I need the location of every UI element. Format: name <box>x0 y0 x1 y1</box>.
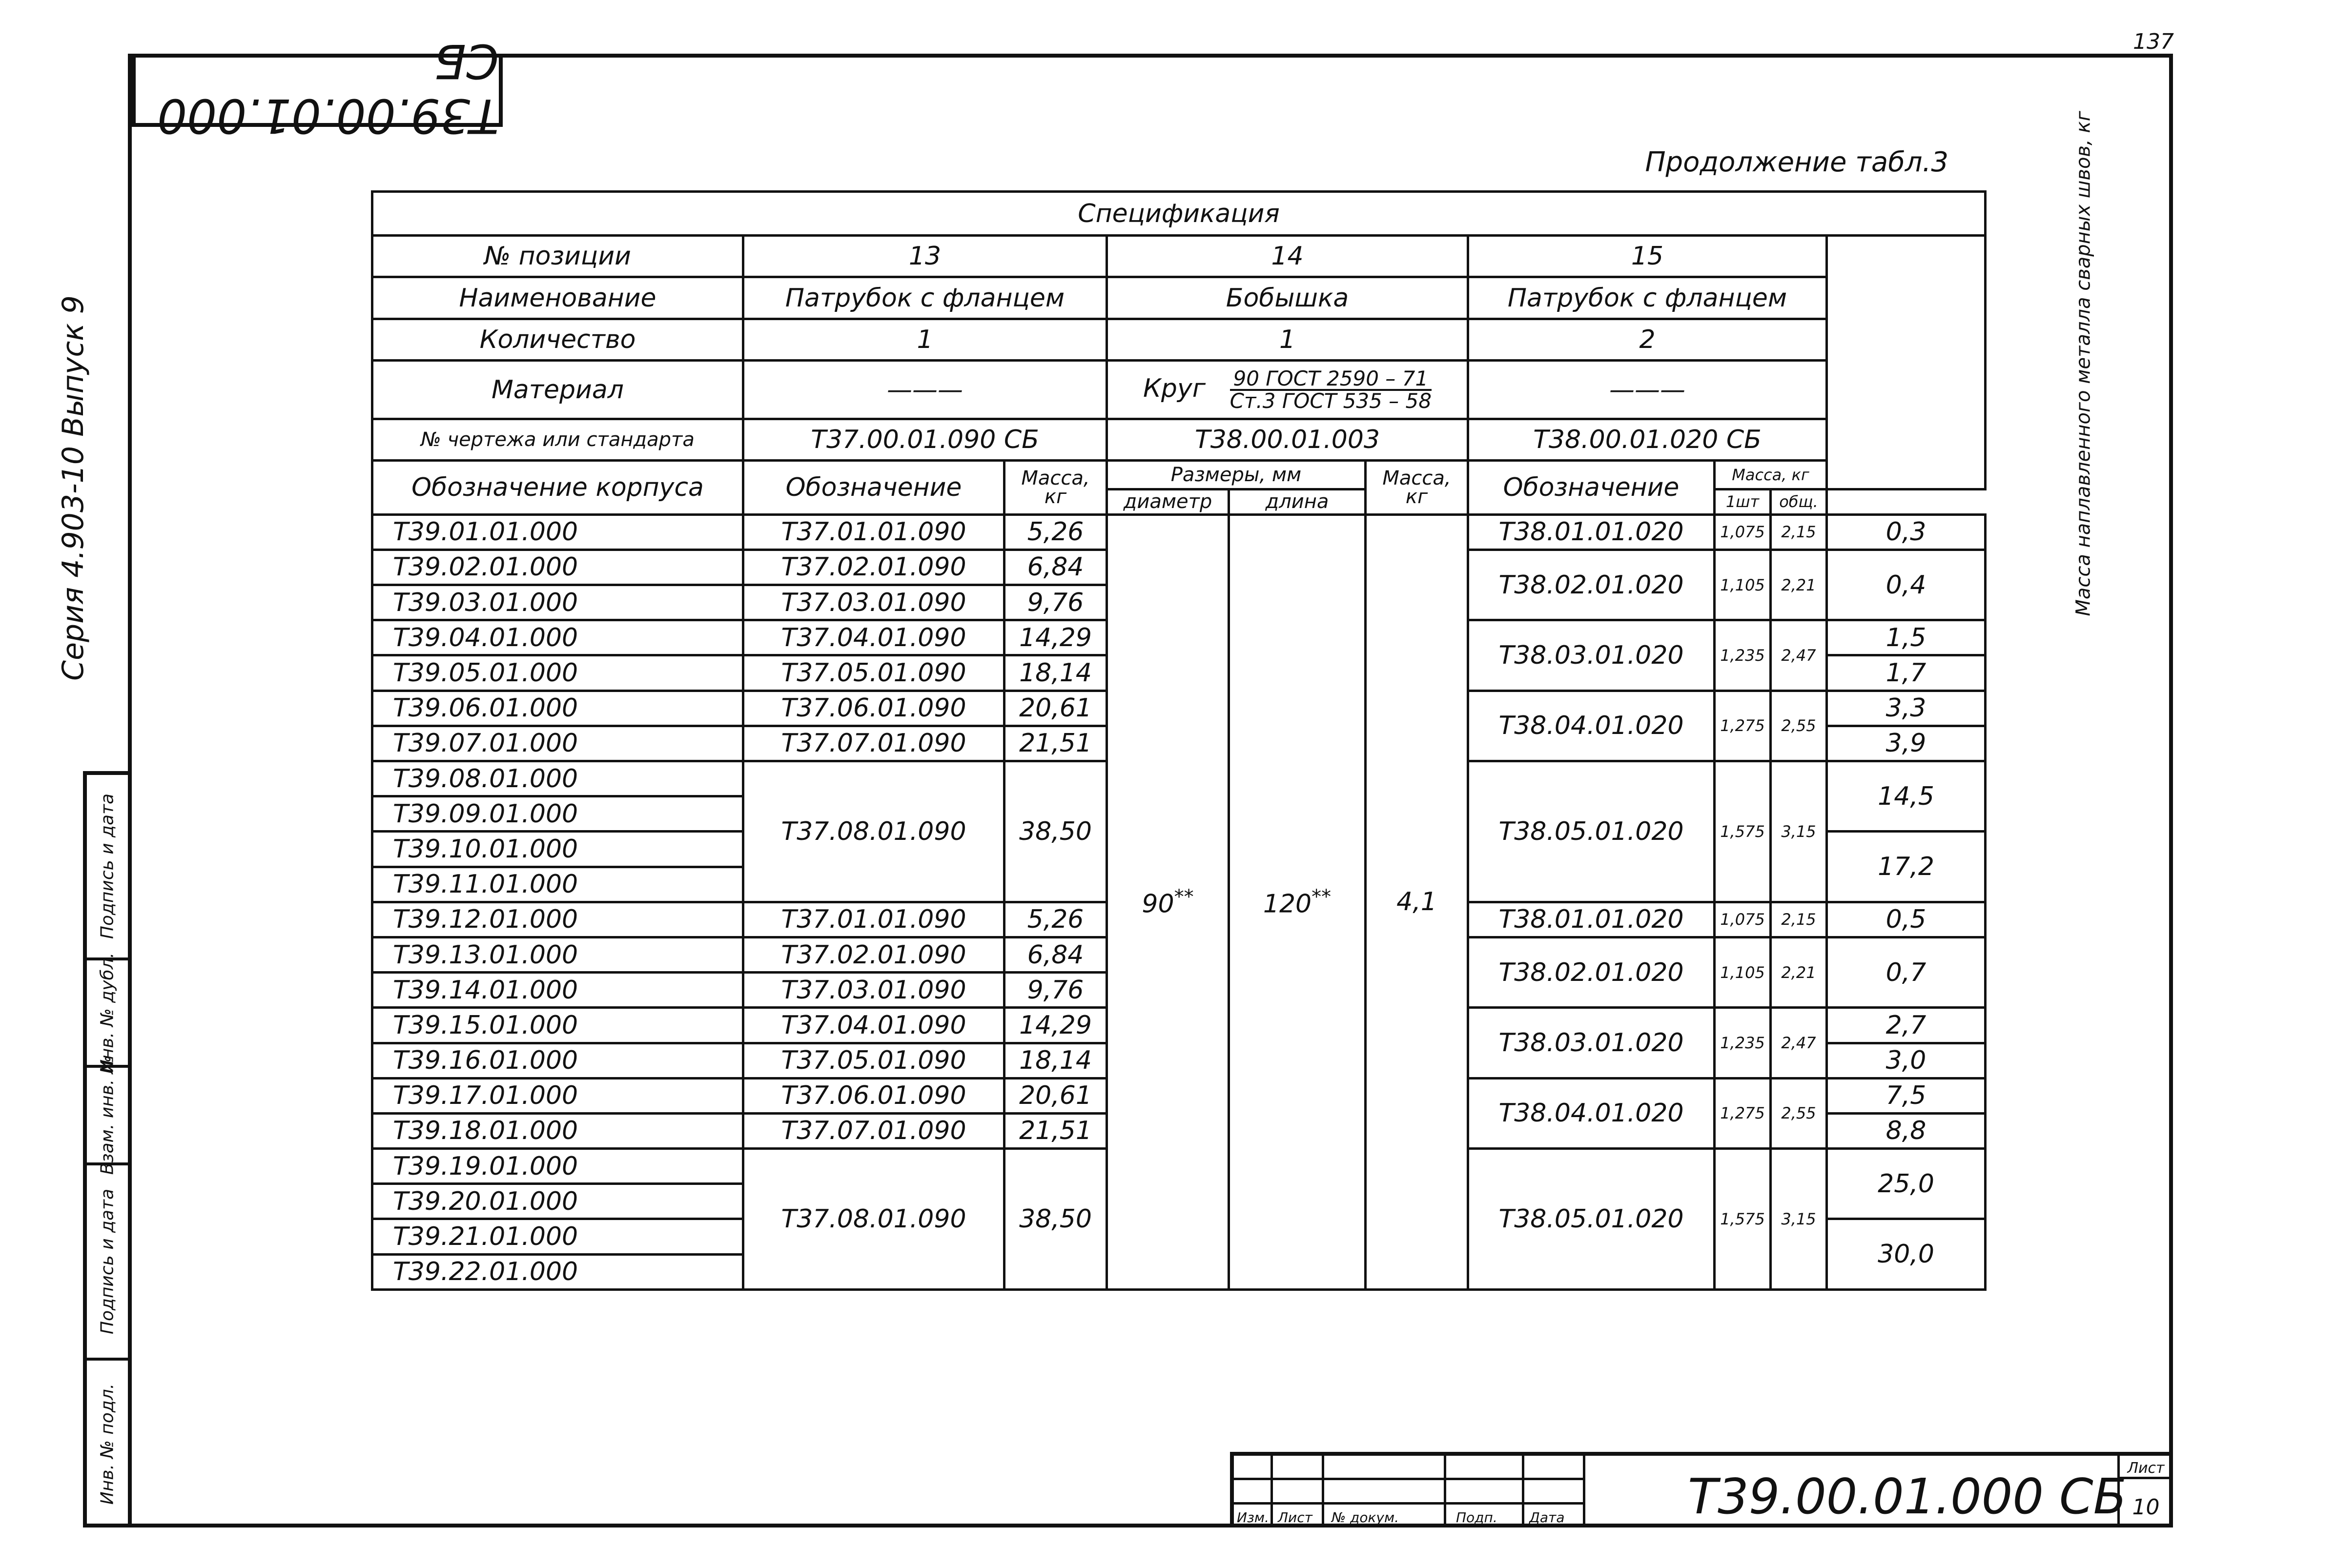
continuation-note: Продолжение табл.3 <box>1645 146 1948 178</box>
pos15-designation: Т38.02.01.020 <box>1468 937 1715 1007</box>
weld-mass: 0,7 <box>1827 937 1986 1007</box>
pos15-designation: Т38.03.01.020 <box>1468 620 1715 691</box>
pos13-mass: 18,14 <box>1004 655 1107 691</box>
title-block <box>1230 1452 2172 1527</box>
body-designation: Т39.02.01.000 <box>372 550 743 585</box>
body-designation: Т39.07.01.000 <box>372 726 743 761</box>
label-signature: Подп. <box>1456 1509 1497 1526</box>
pos13-mass: 20,61 <box>1004 691 1107 726</box>
pos15-quantity: 2 <box>1468 319 1827 360</box>
weld-mass: 8,8 <box>1827 1113 1986 1148</box>
pos15-number: 15 <box>1468 236 1827 277</box>
pos15-mass-unit: 1,575 <box>1715 1149 1771 1290</box>
pos15-h-mass: Масса, кг <box>1715 461 1827 489</box>
body-designation: Т39.22.01.000 <box>372 1254 743 1289</box>
pos15-h-designation: Обозначение <box>1468 461 1715 514</box>
weld-mass: 2,7 <box>1827 1008 1986 1043</box>
pos13-designation: Т37.01.01.090 <box>743 902 1004 937</box>
body-designation: Т39.06.01.000 <box>372 691 743 726</box>
pos15-mass-total: 2,21 <box>1771 550 1827 620</box>
weld-mass-header-text: Масса наплавленного металла сварных швов, <box>2072 139 2095 617</box>
body-designation: Т39.14.01.000 <box>372 973 743 1008</box>
weld-mass: 7,5 <box>1827 1078 1986 1113</box>
pos13-mass: 9,76 <box>1004 973 1107 1008</box>
pos15-h-unit: 1шт <box>1715 489 1771 514</box>
pos14-material-bottom: Ст.3 ГОСТ 535 – 58 <box>1229 388 1432 413</box>
pos14-h-diameter: диаметр <box>1107 489 1229 514</box>
pos15-mass-total: 2,15 <box>1771 902 1827 937</box>
sheet-box <box>2117 1456 2172 1527</box>
weld-mass: 25,0 <box>1827 1149 1986 1219</box>
weld-mass: 14,5 <box>1827 761 1986 832</box>
pos15-designation: Т38.02.01.020 <box>1468 550 1715 620</box>
pos15-mass-total: 2,47 <box>1771 620 1827 691</box>
pos13-designation: Т37.01.01.090 <box>743 514 1004 550</box>
pos15-material: ——— <box>1468 360 1827 419</box>
body-designation: Т39.11.01.000 <box>372 867 743 902</box>
pos13-h-mass: Масса, кг <box>1004 461 1107 514</box>
pos13-material: ——— <box>743 360 1107 419</box>
pos13-name: Патрубок с фланцем <box>743 277 1107 319</box>
pos15-mass-unit: 1,075 <box>1715 902 1771 937</box>
body-designation: Т39.03.01.000 <box>372 585 743 620</box>
weld-mass: 3,3 <box>1827 691 1986 726</box>
pos15-mass-total: 2,47 <box>1771 1008 1827 1078</box>
pos15-mass-unit: 1,235 <box>1715 620 1771 691</box>
pos13-mass: 6,84 <box>1004 937 1107 972</box>
pos13-designation: Т37.08.01.090 <box>743 1149 1004 1290</box>
table-title: Спецификация <box>372 192 1986 236</box>
side-cell-5: Инв. № подл. <box>97 1383 118 1505</box>
weld-mass: 1,5 <box>1827 620 1986 655</box>
body-designation: Т39.15.01.000 <box>372 1008 743 1043</box>
pos15-mass-unit: 1,105 <box>1715 937 1771 1007</box>
label-sheet: Лист <box>1278 1509 1312 1526</box>
body-designation: Т39.04.01.000 <box>372 620 743 655</box>
body-designation: Т39.17.01.000 <box>372 1078 743 1113</box>
pos15-mass-total: 3,15 <box>1771 761 1827 902</box>
side-cell-2: Инв. № дубл. <box>87 960 128 1068</box>
pos15-mass-unit: 1,275 <box>1715 691 1771 761</box>
pos15-h-total: общ. <box>1771 489 1827 514</box>
pos15-name: Патрубок с фланцем <box>1468 277 1827 319</box>
pos15-mass-unit: 1,105 <box>1715 550 1771 620</box>
pos15-designation: Т38.05.01.020 <box>1468 1149 1715 1290</box>
body-designation: Т39.10.01.000 <box>372 832 743 867</box>
pos13-designation: Т37.08.01.090 <box>743 761 1004 902</box>
pos15-mass-total: 2,15 <box>1771 514 1827 550</box>
top-stamp <box>132 34 503 143</box>
body-designation: Т39.12.01.000 <box>372 902 743 937</box>
pos13-designation: Т37.04.01.090 <box>743 620 1004 655</box>
pos15-mass-unit: 1,235 <box>1715 1008 1771 1078</box>
body-designation: Т39.08.01.000 <box>372 761 743 796</box>
pos14-material-top: 90 ГОСТ 2590 – 71 <box>1230 368 1432 391</box>
label-doc-number: № докум. <box>1332 1509 1399 1526</box>
pos15-mass-total: 2,21 <box>1771 937 1827 1007</box>
pos13-designation: Т37.05.01.090 <box>743 1043 1004 1078</box>
side-cell-4: Подпись и дата <box>87 1165 128 1361</box>
side-stamp <box>83 771 128 1527</box>
body-designation: Т39.16.01.000 <box>372 1043 743 1078</box>
body-designation: Т39.09.01.000 <box>372 796 743 832</box>
row-label-material: Материал <box>372 360 743 419</box>
pos14-diameter-note: ** <box>1174 886 1194 909</box>
pos15-designation: Т38.04.01.020 <box>1468 691 1715 761</box>
pos14-length: 120** <box>1229 514 1366 1289</box>
document-code: Т39.00.01.000 СБ <box>1688 1468 2127 1525</box>
pos13-designation: Т37.07.01.090 <box>743 1113 1004 1148</box>
pos14-h-mass: Масса, кг <box>1366 461 1468 514</box>
sheet-number: 10 <box>2132 1495 2160 1520</box>
row-label-designation: Обозначение корпуса <box>372 461 743 514</box>
side-cell-1: Подпись и дата <box>87 775 128 960</box>
weld-mass: 0,5 <box>1827 902 1986 937</box>
pos13-quantity: 1 <box>743 319 1107 360</box>
pos13-mass: 20,61 <box>1004 1078 1107 1113</box>
pos13-h-designation: Обозначение <box>743 461 1004 514</box>
pos14-h-length: длина <box>1229 489 1366 514</box>
series-label: Серия 4.903-10 Выпуск 9 <box>56 295 90 681</box>
label-change: Изм. <box>1237 1509 1269 1526</box>
pos13-mass: 18,14 <box>1004 1043 1107 1078</box>
revision-grid <box>1234 1456 1585 1527</box>
pos15-designation: Т38.03.01.020 <box>1468 1008 1715 1078</box>
pos14-material-prefix: Круг <box>1143 373 1206 403</box>
pos15-designation: Т38.01.01.020 <box>1468 902 1715 937</box>
weld-mass: 0,3 <box>1827 514 1986 550</box>
pos14-name: Бобышка <box>1107 277 1468 319</box>
row-label-name: Наименование <box>372 277 743 319</box>
pos14-mass: 4,1 <box>1366 514 1468 1289</box>
pos13-designation: Т37.05.01.090 <box>743 655 1004 691</box>
body-designation: Т39.05.01.000 <box>372 655 743 691</box>
body-designation: Т39.20.01.000 <box>372 1184 743 1219</box>
weld-mass-unit: кг <box>2072 111 2095 133</box>
pos13-mass: 5,26 <box>1004 902 1107 937</box>
pos13-mass: 5,26 <box>1004 514 1107 550</box>
pos13-mass: 9,76 <box>1004 585 1107 620</box>
pos13-mass: 6,84 <box>1004 550 1107 585</box>
pos14-length-note: ** <box>1311 886 1332 909</box>
sheet-label: Лист <box>2120 1460 2172 1479</box>
pos13-designation: Т37.03.01.090 <box>743 585 1004 620</box>
pos13-mass: 14,29 <box>1004 620 1107 655</box>
pos13-drawing: Т37.00.01.090 СБ <box>743 419 1107 461</box>
pos15-mass-unit: 1,575 <box>1715 761 1771 902</box>
weld-mass: 3,9 <box>1827 726 1986 761</box>
pos13-mass: 21,51 <box>1004 726 1107 761</box>
pos15-mass-total: 3,15 <box>1771 1149 1827 1290</box>
body-designation: Т39.21.01.000 <box>372 1219 743 1254</box>
pos15-mass-unit: 1,075 <box>1715 514 1771 550</box>
weld-mass: 0,4 <box>1827 550 1986 620</box>
pos14-material <box>1107 360 1468 419</box>
weld-mass: 30,0 <box>1827 1219 1986 1290</box>
row-label-position: № позиции <box>372 236 743 277</box>
weld-mass: 1,7 <box>1827 655 1986 691</box>
row-label-drawing: № чертежа или стандарта <box>372 419 743 461</box>
pos15-designation: Т38.01.01.020 <box>1468 514 1715 550</box>
pos13-mass: 21,51 <box>1004 1113 1107 1148</box>
weld-mass: 17,2 <box>1827 832 1986 902</box>
pos13-designation: Т37.07.01.090 <box>743 726 1004 761</box>
pos13-mass: 14,29 <box>1004 1008 1107 1043</box>
pos13-designation: Т37.06.01.090 <box>743 691 1004 726</box>
pos14-number: 14 <box>1107 236 1468 277</box>
pos13-designation: Т37.04.01.090 <box>743 1008 1004 1043</box>
body-designation: Т39.01.01.000 <box>372 514 743 550</box>
pos15-designation: Т38.04.01.020 <box>1468 1078 1715 1148</box>
pos15-drawing: Т38.00.01.020 СБ <box>1468 419 1827 461</box>
pos14-diameter: 90** <box>1107 514 1229 1289</box>
pos13-designation: Т37.02.01.090 <box>743 550 1004 585</box>
corner-page-number: 137 <box>2133 29 2174 54</box>
pos13-designation: Т37.02.01.090 <box>743 937 1004 972</box>
pos15-mass-unit: 1,275 <box>1715 1078 1771 1148</box>
label-date: Дата <box>1529 1509 1565 1526</box>
pos15-designation: Т38.05.01.020 <box>1468 761 1715 902</box>
weld-mass: 3,0 <box>1827 1043 1986 1078</box>
pos13-designation: Т37.06.01.090 <box>743 1078 1004 1113</box>
body-designation: Т39.19.01.000 <box>372 1149 743 1184</box>
pos13-mass: 38,50 <box>1004 1149 1107 1290</box>
pos13-mass: 38,50 <box>1004 761 1107 902</box>
side-cell-3: Взам. инв. № <box>87 1068 128 1165</box>
pos15-mass-total: 2,55 <box>1771 1078 1827 1148</box>
pos13-number: 13 <box>743 236 1107 277</box>
pos15-mass-total: 2,55 <box>1771 691 1827 761</box>
pos13-designation: Т37.03.01.090 <box>743 973 1004 1008</box>
top-stamp-code: Т39.00.01.000 СБ <box>157 34 499 143</box>
pos14-drawing: Т38.00.01.003 <box>1107 419 1468 461</box>
body-designation: Т39.13.01.000 <box>372 937 743 972</box>
pos14-quantity: 1 <box>1107 319 1468 360</box>
pos14-h-sizes: Размеры, мм <box>1107 461 1366 489</box>
body-designation: Т39.18.01.000 <box>372 1113 743 1148</box>
row-label-quantity: Количество <box>372 319 743 360</box>
